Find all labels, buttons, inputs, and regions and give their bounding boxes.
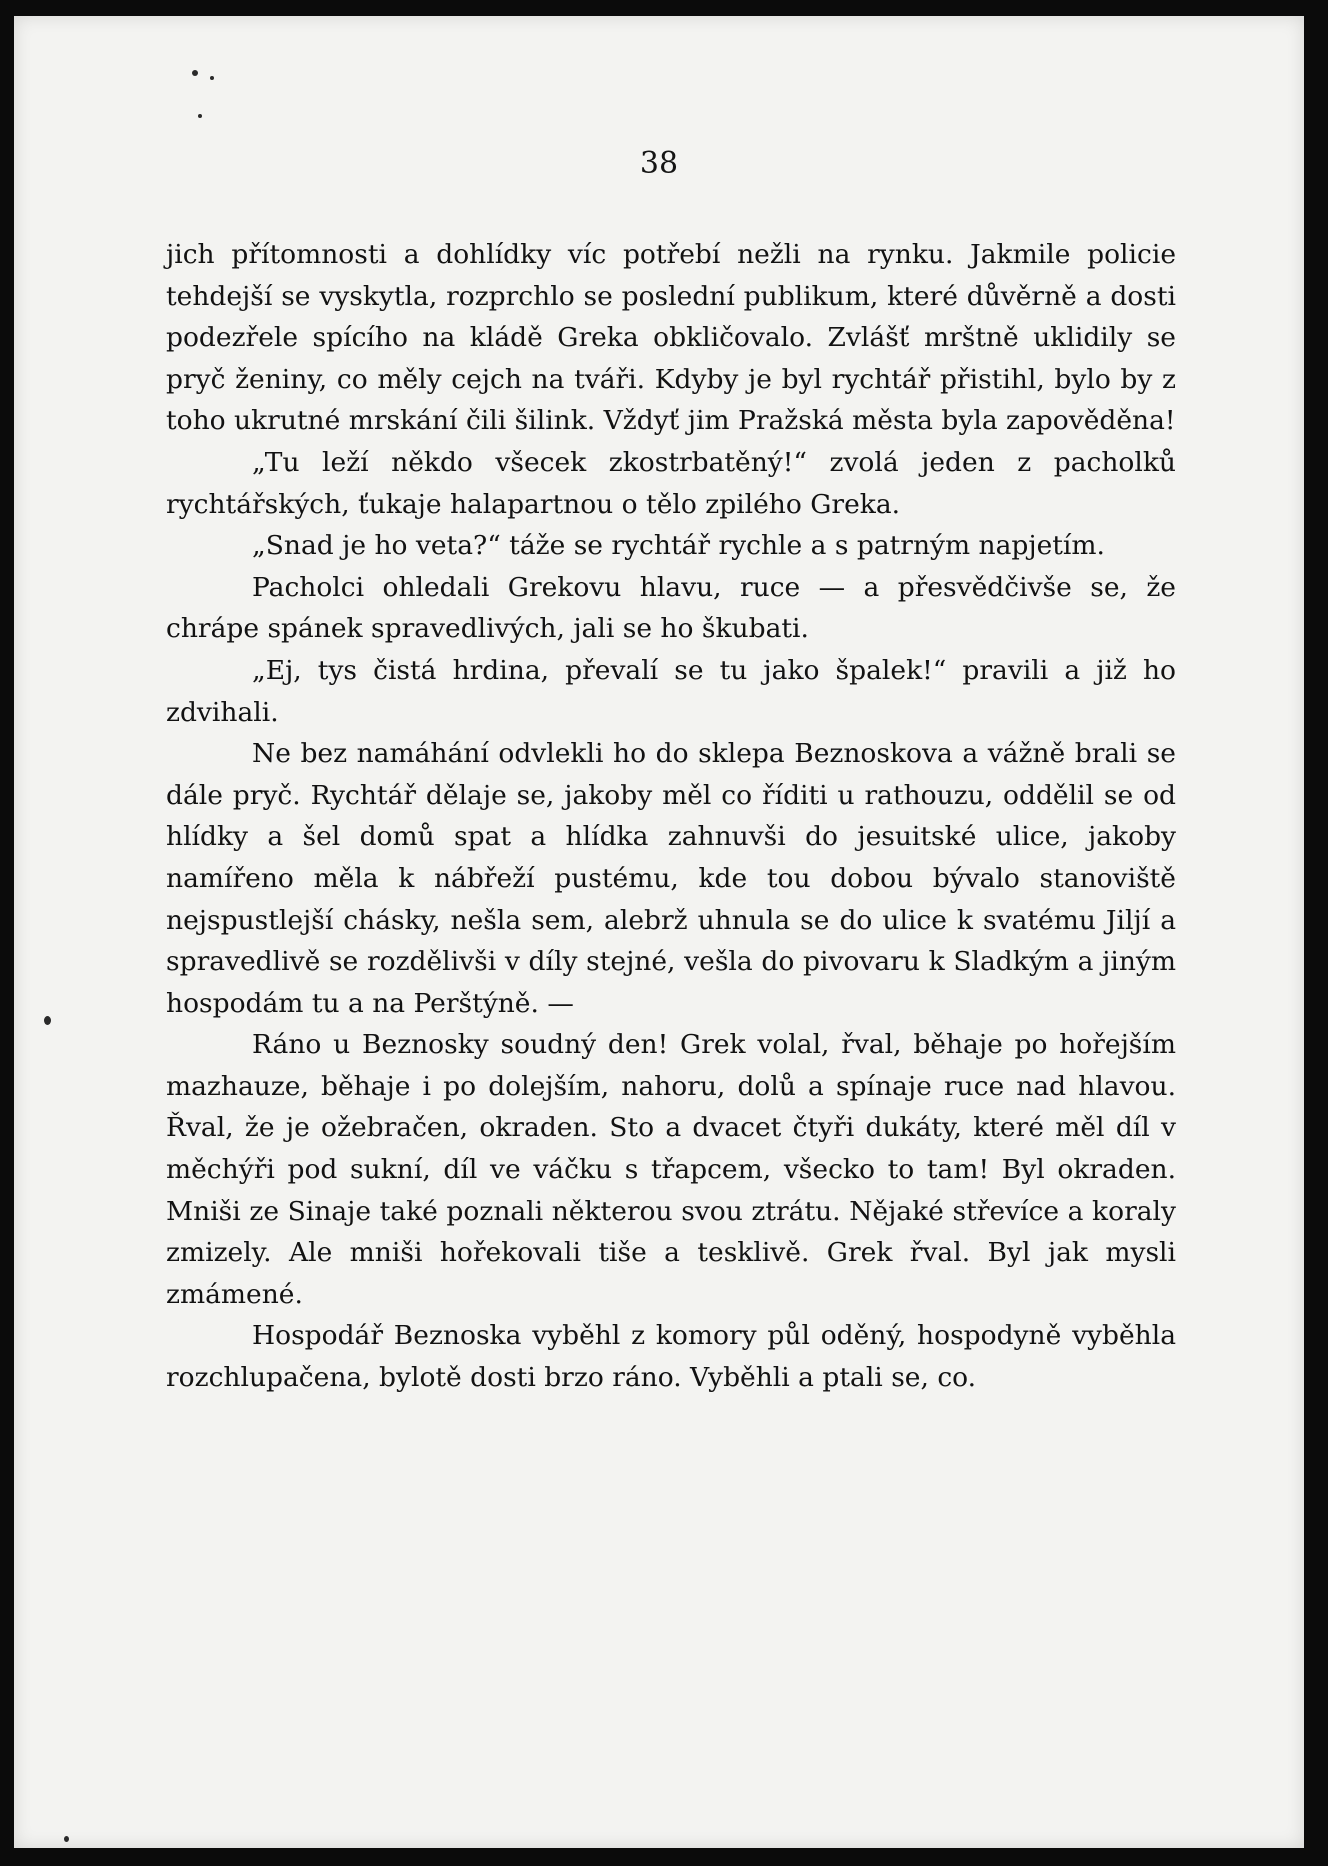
book-page bbox=[14, 16, 1304, 1848]
ink-speck bbox=[192, 70, 198, 76]
body-text bbox=[166, 234, 1176, 1399]
paragraph: Ráno u Beznosky soudný den! Grek volal, řval, běhaje po hořejším mazhauze, běhaje i po dolejším, nahoru, dolů a spínaje ruce nad hlavou. Řval, že je ožebračen, okraden. Sto a dvacet čtyři dukáty, které měl díl v měchýři pod sukní, díl ve váčku s třapcem, všecko to tam! Byl okraden. Mniši ze Sinaje také poznali některou svou ztrátu. Nějaké střevíce a koraly zmizely. Ale mniši hořekovali tiše a tesklivě. Grek řval. Byl jak mysli zmámené. bbox=[166, 1029, 1176, 1310]
paragraph: Ne bez namáhání odvlekli ho do sklepa Beznoskova a vážně brali se dále pryč. Rychtář dělaje se, jakoby měl co říditi u rathouzu, oddělil se od hlídky a šel domů spat a hlídka zahnuvši do jesuitské ulice, jakoby namířeno měla k nábřeží pustému, kde tou dobou bývalo stanoviště nejspustlejší chásky, nešla sem, alebrž uhnula se do ulice k svatému Jiljí a spravedlivě se rozdělivši v díly stejné, vešla do pivovaru k Sladkým a jiným hospodám tu a na Perštýně. — bbox=[166, 738, 1176, 1019]
paragraph: „Tu leží někdo všecek zkostrbatěný!“ zvolá jeden z pacholků rychtářských, ťukaje halapartnou o tělo zpilého Greka. bbox=[166, 446, 1176, 520]
paragraph: jich přítomnosti a dohlídky víc potřebí nežli na rynku. Jakmile policie tehdejší se vyskytla, rozprchlo se poslední publikum, které důvěrně a dosti podezřele spícího na kládě Greka obkličovalo. Zvlášť mrštně uklidily se pryč ženiny, co měly cejch na tváři. Kdyby je byl rychtář přistihl, bylo by z toho ukrutné mrskání čili šilink. Vždyť jim Pražská města byla zapověděna! bbox=[166, 239, 1176, 437]
paragraph: „Ej, tys čistá hrdina, převalí se tu jako špalek!“ pravili a již ho zdvihali. bbox=[166, 654, 1176, 728]
ink-speck bbox=[64, 1836, 69, 1842]
paragraph: Pacholci ohledali Grekovu hlavu, ruce — a přesvědčivše se, že chrápe spánek spravedlivých, jali se ho škubati. bbox=[166, 571, 1176, 645]
page-number: 38 bbox=[639, 146, 679, 181]
paragraph: Hospodář Beznoska vyběhl z komory půl oděný, hospodyně vyběhla rozchlupačena, bylotě dosti brzo ráno. Vyběhli a ptali se, co. bbox=[166, 1320, 1176, 1394]
ink-speck bbox=[44, 1016, 51, 1025]
paragraph: „Snad je ho veta?“ táže se rychtář rychle a s patrným napjetím. bbox=[252, 530, 1105, 562]
ink-speck bbox=[198, 114, 202, 118]
ink-speck bbox=[210, 76, 214, 80]
